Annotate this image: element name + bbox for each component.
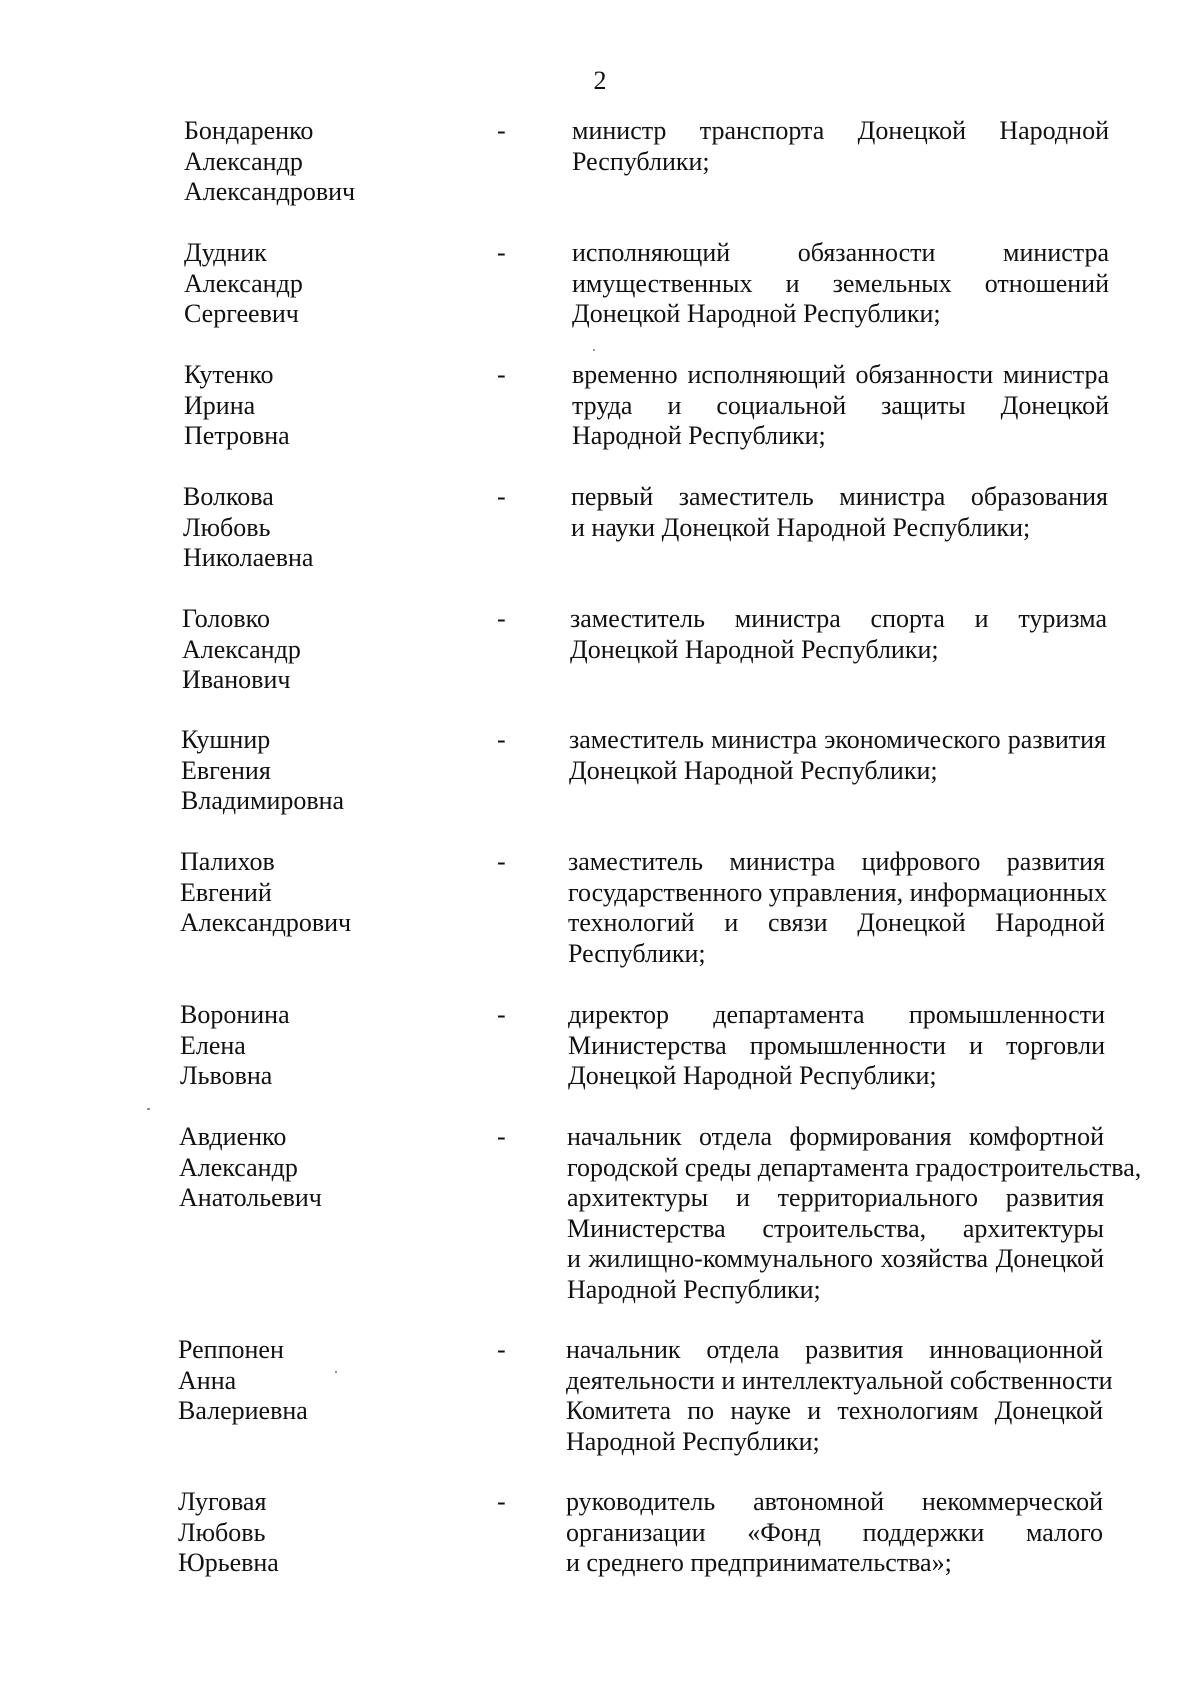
member-name-line: Бондаренко <box>184 116 314 145</box>
member-position <box>566 1487 1103 1579</box>
separator-dash: - <box>497 116 506 145</box>
member-name-line: Николаевна <box>183 543 314 572</box>
member-position-line: исполняющий обязанности министра <box>572 238 1109 267</box>
member-position <box>571 482 1108 543</box>
member-name-line: Евгения <box>181 755 271 785</box>
member-position <box>567 1122 1142 1305</box>
member-name <box>184 116 484 208</box>
member-name-line: Ирина <box>184 390 256 420</box>
member-position-line: министр транспорта Донецкой Народной <box>572 116 1109 145</box>
member-position-line: и науки Донецкой Народной Республики; <box>571 512 1031 542</box>
member-position <box>572 238 1109 330</box>
separator-dash: - <box>497 604 506 633</box>
separator-dash: - <box>497 847 506 876</box>
member-name-line: Сергеевич <box>184 299 299 328</box>
member-name-line: Александр <box>184 146 303 176</box>
member-position-line: Донецкой Народной Республики; <box>570 634 939 664</box>
separator-dash: - <box>497 725 506 754</box>
member-position-line: Народной Республики; <box>572 421 826 450</box>
member-name-line: Александрович <box>184 177 356 206</box>
member-name <box>178 1335 478 1427</box>
member-name-line: Воронина <box>180 1000 290 1029</box>
member-position-line: руководитель автономной некоммерческой <box>566 1487 1103 1516</box>
member-position-line: Народной Республики; <box>566 1426 820 1456</box>
member-name <box>178 1487 478 1579</box>
member-name-line: Владимировна <box>181 786 345 815</box>
member-position <box>566 1335 1113 1457</box>
member-position-line: Министерства промышленности и торговли <box>568 1030 1105 1060</box>
member-name-line: Александрович <box>180 908 352 937</box>
member-name-line: Александр <box>182 634 301 664</box>
member-name <box>180 847 480 939</box>
member-name-line: Реппонен <box>178 1335 284 1364</box>
member-position-line: первый заместитель министра образования <box>571 482 1108 511</box>
member-position <box>568 847 1105 969</box>
member-name <box>179 1122 479 1214</box>
member-position <box>570 604 1107 665</box>
member-position-line: Комитета по науке и технологиям Донецкой <box>566 1396 1103 1425</box>
member-name-line: Палихов <box>180 847 275 876</box>
member-name-line: Дудник <box>184 238 267 267</box>
member-name-line: Любовь <box>183 512 271 542</box>
member-name-line: Любовь <box>178 1517 266 1547</box>
member-position-line: городской среды департамента градостроительства, <box>567 1152 1142 1182</box>
member-position-line: труда и социальной защиты Донецкой <box>572 390 1109 420</box>
member-position-line: организации «Фонд поддержки малого <box>566 1517 1103 1547</box>
member-position-line: Донецкой Народной Республики; <box>569 755 938 785</box>
member-position-line: Министерства строительства, архитектуры <box>567 1213 1104 1243</box>
member-position <box>569 725 1106 786</box>
member-name <box>182 604 482 696</box>
member-name <box>180 1000 480 1092</box>
member-name-line: Кутенко <box>184 360 274 389</box>
member-position-line: Донецкой Народной Республики; <box>568 1061 937 1090</box>
member-position-line: государственного управления, информационных <box>568 877 1107 907</box>
member-name-line: Евгений <box>180 877 272 907</box>
member-name-line: Юрьевна <box>178 1548 279 1577</box>
scan-speck <box>593 349 595 351</box>
member-name-line: Анна <box>178 1365 237 1395</box>
member-position-line: Донецкой Народной Республики; <box>572 299 941 328</box>
member-position <box>572 360 1109 452</box>
member-position-line: Республики; <box>568 938 706 968</box>
member-position-line: заместитель министра цифрового развития <box>568 847 1105 876</box>
member-position <box>572 116 1109 177</box>
member-position-line: временно исполняющий обязанности министра <box>572 360 1109 389</box>
member-position-line: начальник отдела развития инновационной <box>566 1335 1103 1364</box>
member-name-line: Волкова <box>183 482 274 511</box>
separator-dash: - <box>497 1335 506 1364</box>
separator-dash: - <box>497 1000 506 1029</box>
member-name-line: Иванович <box>182 665 291 694</box>
separator-dash: - <box>497 1122 506 1151</box>
member-name-line: Кушнир <box>181 725 271 754</box>
member-name-line: Валериевна <box>178 1396 308 1425</box>
separator-dash: - <box>497 238 506 267</box>
member-position-line: и жилищно-коммунального хозяйства Донецкой <box>567 1244 1104 1273</box>
member-name-line: Анатольевич <box>179 1183 322 1212</box>
member-position-line: архитектуры и территориального развития <box>567 1183 1104 1212</box>
page-number: 2 <box>593 66 607 95</box>
member-position <box>568 1000 1105 1092</box>
member-position-line: начальник отдела формирования комфортной <box>567 1122 1104 1151</box>
member-name-line: Александр <box>184 268 303 298</box>
member-name-line: Елена <box>180 1030 246 1060</box>
member-name-line: Львовна <box>180 1061 273 1090</box>
member-name-line: Луговая <box>178 1487 267 1516</box>
member-position-line: имущественных и земельных отношений <box>572 268 1109 298</box>
member-position-line: заместитель министра экономического развития <box>569 725 1106 754</box>
separator-dash: - <box>497 1487 506 1516</box>
member-name-line: Авдиенко <box>179 1122 287 1151</box>
member-position-line: технологий и связи Донецкой Народной <box>568 908 1105 937</box>
member-position-line: директор департамента промышленности <box>568 1000 1105 1029</box>
member-name <box>184 238 484 330</box>
member-name-line: Александр <box>179 1152 298 1182</box>
scan-speck <box>335 1371 337 1373</box>
member-position-line: Республики; <box>572 146 710 176</box>
member-name-line: Головко <box>182 604 270 633</box>
separator-dash: - <box>497 482 506 511</box>
scan-speck <box>147 1108 150 1110</box>
member-name <box>183 482 483 574</box>
member-position-line: деятельности и интеллектуальной собственности <box>566 1365 1113 1395</box>
member-name <box>184 360 484 452</box>
member-name <box>181 725 481 817</box>
member-position-line: и среднего предпринимательства»; <box>566 1548 952 1577</box>
separator-dash: - <box>497 360 506 389</box>
member-position-line: Народной Республики; <box>567 1274 821 1304</box>
member-name-line: Петровна <box>184 421 290 450</box>
member-position-line: заместитель министра спорта и туризма <box>570 604 1107 633</box>
